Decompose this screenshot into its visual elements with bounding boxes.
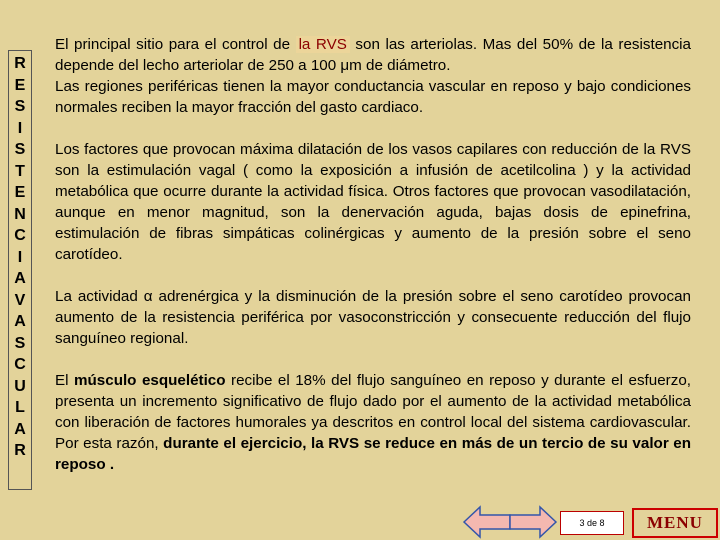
vertical-title-letter: U	[14, 377, 26, 395]
rvs-highlight: la RVS	[296, 36, 350, 53]
vertical-title-letter: R	[14, 442, 26, 459]
next-arrow-icon[interactable]	[510, 507, 556, 537]
vertical-title-letter: L	[15, 399, 25, 416]
main-content	[55, 34, 691, 496]
page-indicator: 3 de 8	[560, 511, 624, 535]
navigation-bar	[462, 505, 720, 539]
mu-symbol: μ	[340, 57, 350, 74]
vertical-title-letter: A	[14, 270, 26, 287]
vertical-title-letter: E	[14, 184, 26, 201]
vertical-title-letter: T	[15, 162, 25, 180]
prev-arrow-icon[interactable]	[464, 507, 510, 537]
vertical-title-letter: V	[14, 291, 26, 309]
vertical-title-letter: E	[14, 76, 26, 94]
vertical-title-letter: N	[14, 205, 26, 223]
paragraph-peripheral-regions: Las regiones periféricas tienen la mayor conductancia vascular en reposo y bajo condiciones normales reciben la mayor fracción del gasto cardiaco.	[55, 78, 691, 116]
vertical-title	[8, 50, 32, 490]
vertical-title-letter: C	[14, 227, 26, 244]
paragraph-dilatation-factors: Los factores que provocan máxima dilatación de los vasos capilares con reducción de la RVS son la estimulación vagal ( como la exposición a infusión de acetilcolina ) y la actividad metabólica que ocurre durante la actividad física. Otros factores que provocan vasodilatación, aunque en menor magnitud, son la denervación aguda, bajas dosis de epinefrina, estimulación de fibras simpáticas colinérgicas y aumento de la presión sobre el seno carotídeo.	[55, 141, 691, 263]
vertical-title-letter: I	[17, 248, 23, 266]
vertical-title-letter: S	[14, 334, 26, 352]
paragraph-alpha-activity: La actividad α adrenérgica y la disminución de la presión sobre el seno carotídeo provocan aumento de la resistencia periférica por vasoconstricción y consecuente reducción del flujo sanguíneo regional.	[55, 288, 691, 347]
paragraph-arterioles: El principal sitio para el control de la RVS son las arteriolas. Mas del 50% de la resistencia depende del lecho arteriolar de 250 a 100 μm de diámetro.	[55, 36, 692, 74]
nav-arrows	[462, 505, 558, 539]
vertical-title-letter: A	[14, 313, 26, 330]
alpha-symbol: α	[143, 288, 153, 305]
vertical-title-letter: R	[14, 55, 26, 72]
menu-button[interactable]: MENU	[632, 508, 718, 538]
paragraph-skeletal-muscle: El músculo esquelético recibe el 18% del flujo sanguíneo en reposo y durante el esfuerzo, presenta un incremento significativo de flujo dado por el aumento de la actividad metabólica con liberación de factores humorales ya descritos en control local del sistema cardiovascular. Por esta razón, durante el ejercicio, la RVS se reduce en más de un tercio de su valor en reposo .	[55, 372, 691, 473]
vertical-title-letter: I	[17, 119, 23, 137]
vertical-title-letter: S	[14, 98, 26, 115]
vertical-title-letter: C	[14, 356, 26, 373]
vertical-title-letter: A	[14, 420, 26, 438]
vertical-title-letter: S	[14, 141, 26, 158]
